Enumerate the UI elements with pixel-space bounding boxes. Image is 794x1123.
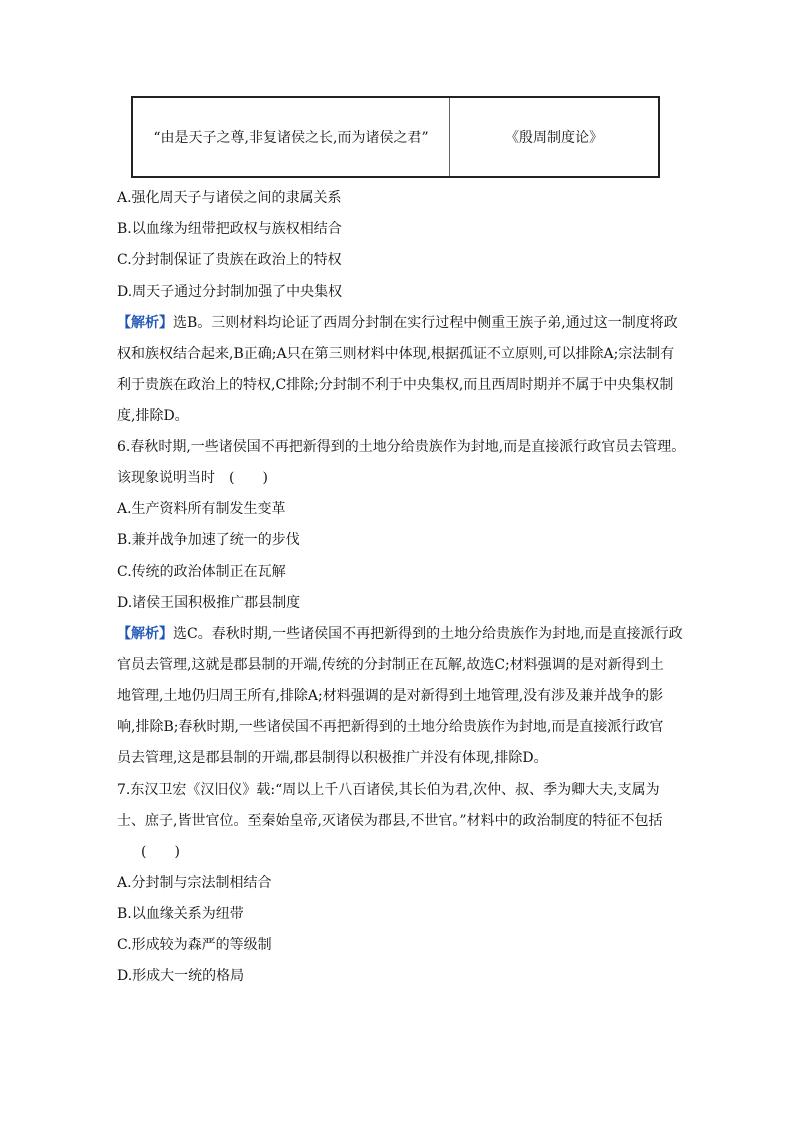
q6-option-c: C.传统的政治体制正在瓦解 [117,564,286,580]
quote-cell: “由是天子之尊,非复诸侯之长,而为诸侯之君” [133,98,450,176]
q5-option-b: B.以血缘为纽带把政权与族权相结合 [117,221,342,237]
q6-analysis-line: 响,排除B;春秋时期,一些诸侯国不再把新得到的土地分给贵族作为封地,而是直接派行政官 [117,719,664,735]
q7-answer-blank: ( ) [141,844,180,860]
q5-analysis-line: 度,排除D。 [117,408,189,424]
q7-option-d: D.形成大一统的格局 [117,968,245,984]
q6-option-a: A.生产资料所有制发生变革 [117,501,286,517]
q6-option-b: B.兼并战争加速了统一的步伐 [117,532,300,548]
q6-stem-line: 6.春秋时期,一些诸侯国不再把新得到的土地分给贵族作为封地,而是直接派行政官员去管理。 [117,439,686,455]
q6-analysis-line: 员去管理,这是郡县制的开端,郡县制得以积极推广并没有体现,排除D。 [117,750,548,766]
q5-analysis-line: 权和族权结合起来,B正确;A只在第三则材料中体现,根据孤证不立原则,可以排除A;宗法制有 [117,346,675,362]
quote-table [131,96,660,178]
source-cell: 《殷周制度论》 [505,130,603,146]
q5-option-c: C.分封制保证了贵族在政治上的特权 [117,252,342,268]
q6-analysis-line: 官员去管理,这就是郡县制的开端,传统的分封制正在瓦解,故选C;材料强调的是对新得到土 [117,657,664,673]
q7-stem-line: 士、庶子,皆世官位。至秦始皇帝,灭诸侯为郡县,不世官。”材料中的政治制度的特征不包括 [117,813,663,829]
analysis-tag: 【解析】 [117,626,173,642]
q5-analysis-line: 利于贵族在政治上的特权,C排除;分封制不利于中央集权,而且西周时期并不属于中央集权制 [117,377,674,393]
q6-analysis-line: 地管理,土地仍归周王所有,排除A;材料强调的是对新得到土地管理,没有涉及兼并战争的影 [117,688,664,704]
q7-option-a: A.分封制与宗法制相结合 [117,875,272,891]
q6-option-d: D.诸侯王国积极推广郡县制度 [117,595,301,611]
q5-analysis-line: 【解析】选B。三则材料均论证了西周分封制在实行过程中侧重王族子弟,通过这一制度将政 [117,315,678,331]
q7-option-b: B.以血缘关系为纽带 [117,906,244,922]
q7-stem-line: 7.东汉卫宏《汉旧仪》载:“周以上千八百诸侯,其长伯为君,次仲、叔、季为卿大夫,支属为 [117,782,660,798]
q5-option-d: D.周天子通过分封制加强了中央集权 [117,284,343,300]
q6-analysis-line: 【解析】选C。春秋时期,一些诸侯国不再把新得到的土地分给贵族作为封地,而是直接派行政 [117,626,683,642]
q5-option-a: A.强化周天子与诸侯之间的隶属关系 [117,190,342,206]
q7-option-c: C.形成较为森严的等级制 [117,937,272,953]
q6-stem-line: 该现象说明当时 ( ) [117,470,268,486]
analysis-tag: 【解析】 [117,315,173,331]
